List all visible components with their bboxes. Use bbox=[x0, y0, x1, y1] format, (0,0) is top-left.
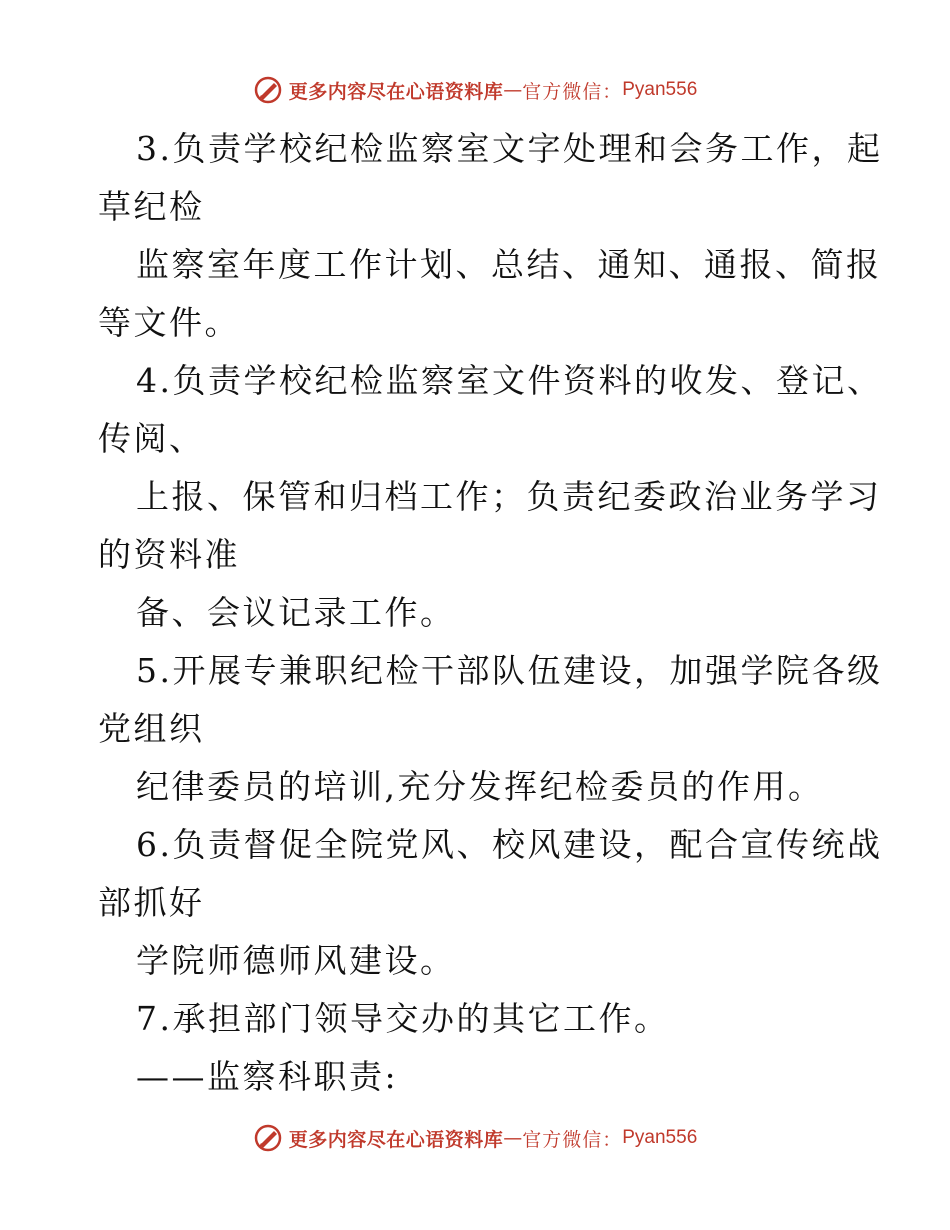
text-line: 党组织 bbox=[98, 709, 205, 748]
banner-wechat-label: 官方微信： bbox=[522, 80, 623, 103]
banner-text: 更多内容尽在心语资料库 bbox=[288, 1128, 504, 1151]
banner-separator: — bbox=[503, 1127, 523, 1149]
banner-wechat-id: Pyan556 bbox=[622, 1127, 698, 1148]
text-line: 3.负责学校纪检监察室文字处理和会务工作，起 bbox=[136, 129, 883, 168]
banner-wechat-label: 官方微信： bbox=[522, 1128, 623, 1151]
text-line: 草纪检 bbox=[98, 187, 205, 226]
text-line: 传阅、 bbox=[98, 419, 205, 458]
text-line: 4.负责学校纪检监察室文件资料的收发、登记、 bbox=[136, 361, 883, 400]
banner-wechat-id: Pyan556 bbox=[622, 79, 698, 100]
document-body bbox=[98, 120, 883, 1106]
text-line: 5.开展专兼职纪检干部队伍建设，加强学院各级 bbox=[136, 651, 883, 690]
pen-logo-icon bbox=[253, 1123, 283, 1153]
text-line: ——监察科职责: bbox=[136, 1057, 399, 1096]
text-line: 7.承担部门领导交办的其它工作。 bbox=[136, 999, 670, 1038]
banner-text: 更多内容尽在心语资料库 bbox=[288, 80, 504, 103]
text-line: 纪律委员的培训,充分发挥纪检委员的作用。 bbox=[136, 767, 824, 806]
text-line: 部抓好 bbox=[98, 883, 205, 922]
text-line: 等文件。 bbox=[98, 303, 240, 342]
text-line: 备、会议记录工作。 bbox=[136, 593, 456, 632]
header-banner bbox=[0, 70, 950, 110]
text-line: 监察室年度工作计划、总结、通知、通报、简报 bbox=[136, 245, 882, 284]
pen-logo-icon bbox=[253, 75, 283, 105]
text-line: 学院师德师风建设。 bbox=[136, 941, 456, 980]
text-line: 上报、保管和归档工作；负责纪委政治业务学习 bbox=[136, 477, 882, 516]
banner-separator: — bbox=[503, 79, 523, 101]
footer-banner bbox=[0, 1118, 950, 1158]
text-line: 6.负责督促全院党风、校风建设，配合宣传统战 bbox=[136, 825, 883, 864]
text-line: 的资料准 bbox=[98, 535, 240, 574]
